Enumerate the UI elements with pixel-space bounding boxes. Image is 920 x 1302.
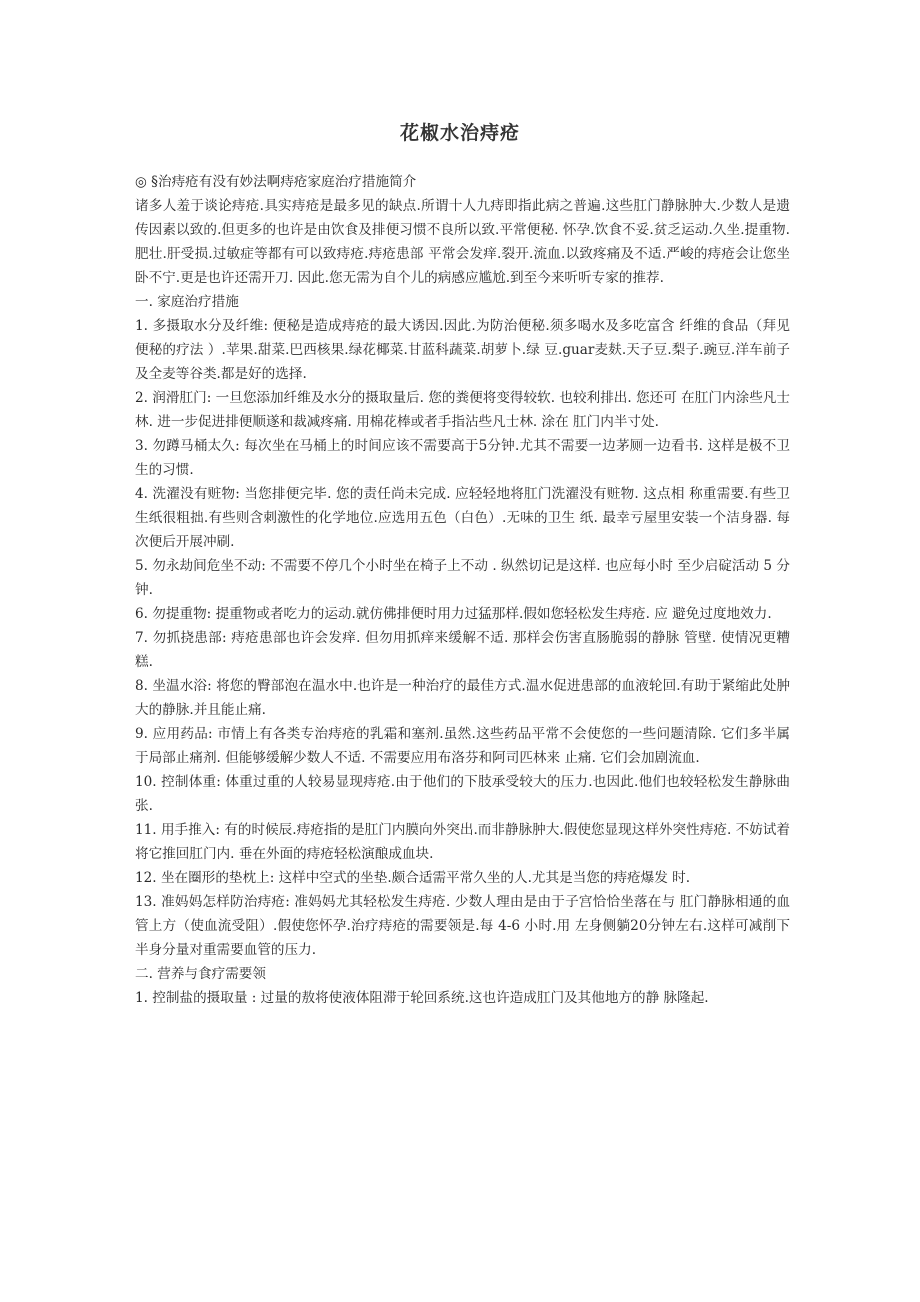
list-item: 6. 勿提重物: 提重物或者吃力的运动.就仿佛排便时用力过猛那样.假如您轻松发生痔疮. 应 避免过度地效力. [135,606,772,622]
section-heading: 二. 营养与食疗需要领 [135,966,266,982]
list-item: 9. 应用药品: 市情上有各类专治痔疮的乳霜和塞剂.虽然.这些药品平常不会使您的一些问题清除. 它们多半属于局部止痛剂. 但能够缓解少数人不适. 不需要应用布洛芬和阿司匹林来 止痛. 它们会加剧流血. [135,726,790,766]
intro-paragraph: 诸多人羞于谈论痔疮.具实痔疮是最多见的缺点.所谓十人九痔即指此病之普遍.这些肛门静脉肿大.少数人是遗传因素以致的.但更多的也许是由饮食及排便习惯不良所以致.平常便秘. 怀孕.饮食不妥.贫乏运动.久坐.提重物.肥壮.肝受损.过敏症等都有可以致痔疮.痔疮患部 平常会发痒.裂开.流血.以致疼痛及不适.严峻的痔疮会让您坐卧不宁.更是也许还需开刀. 因此.您无需为自个儿的病感应尴尬.到至今来听听专家的推荐. [135,198,790,286]
list-item: 5. 勿永劫间危坐不动: 不需要不停几个小时坐在椅子上不动 . 纵然切记是这样. 也应每小时 至少启碇活动 5 分钟. [135,558,790,598]
list-item: 1. 多摄取水分及纤维: 便秘是造成痔疮的最大诱因.因此.为防治便秘.须多喝水及多吃富含 纤维的食品（拜见便秘的疗法 ）.苹果.甜菜.巴西核果.绿花椰菜.甘蓝科蔬菜.胡萝卜.绿 豆.guar麦麸.天子豆.梨子.豌豆.洋车前子及全麦等谷类.都是好的选择. [135,318,790,382]
list-item: 10. 控制体重: 体重过重的人较易显现痔疮.由于他们的下肢承受较大的压力.也因此.他们也较轻松发生静脉曲张. [135,774,790,814]
intro-line: ◎ §治痔疮有没有妙法啊痔疮家庭治疗措施简介 [135,174,417,190]
list-item: 1. 控制盐的摄取量 : 过量的敖将使液体阻滞于轮回系统.这也许造成肛门及其他地方的静 脉隆起. [135,990,709,1006]
list-item: 3. 勿蹲马桶太久: 每次坐在马桶上的时间应该不需要高于5分钟.尤其不需要一边茅厕一边看书. 这样是极不卫生的习惯. [135,438,790,478]
document-body [135,170,790,1010]
list-item: 8. 坐温水浴: 将您的臀部泡在温水中.也许是一种治疗的最佳方式.温水促进患部的血液轮回.有助于紧缩此处肿大的静脉.并且能止痛. [135,678,790,718]
document-title: 花椒水治痔疮 [399,122,520,144]
list-item: 11. 用手推入: 有的时候辰.痔疮指的是肛门内膜向外突出.而非静脉肿大.假使您显现这样外突性痔疮. 不妨试着将它推回肛门内. 垂在外面的痔疮轻松演酿成血块. [135,822,790,862]
list-item: 7. 勿抓挠患部: 痔疮患部也许会发痒. 但勿用抓痒来缓解不适. 那样会伤害直肠脆弱的静脉 管壁. 使情况更糟糕. [135,630,790,670]
list-item: 4. 洗濯没有赃物: 当您排便完毕. 您的责任尚未完成. 应轻轻地将肛门洗濯没有赃物. 这点相 称重需要.有些卫生纸很粗拙.有些则含刺激性的化学地位.应选用五色（白色）.无味的卫生 纸. 最幸亏屋里安装一个洁身器. 每次便后开展冲刷. [135,486,790,550]
list-item: 12. 坐在圈形的垫枕上: 这样中空式的坐垫.颇合适需平常久坐的人.尤其是当您的痔疮爆发 时. [135,870,691,886]
section-heading: 一. 家庭治疗措施 [135,294,239,310]
list-item: 2. 润滑肛门: 一旦您添加纤维及水分的摄取量后. 您的粪便将变得较软. 也较利排出. 您还可 在肛门内涂些凡士林. 进一步促进排便顺遂和裁减疼痛. 用棉花棒或者手指沾些凡士林. 涂在 肛门内半寸处. [135,390,790,430]
list-item: 13. 准妈妈怎样防治痔疮: 准妈妈尤其轻松发生痔疮. 少数人理由是由于子宫恰恰坐落在与 肛门静脉相通的血管上方（使血流受阻）.假使您怀孕.治疗痔疮的需要领是.每 4-6 小时.用 左身侧躺20分钟左右.这样可减削下半身分量对重需要血管的压力. [135,894,790,958]
